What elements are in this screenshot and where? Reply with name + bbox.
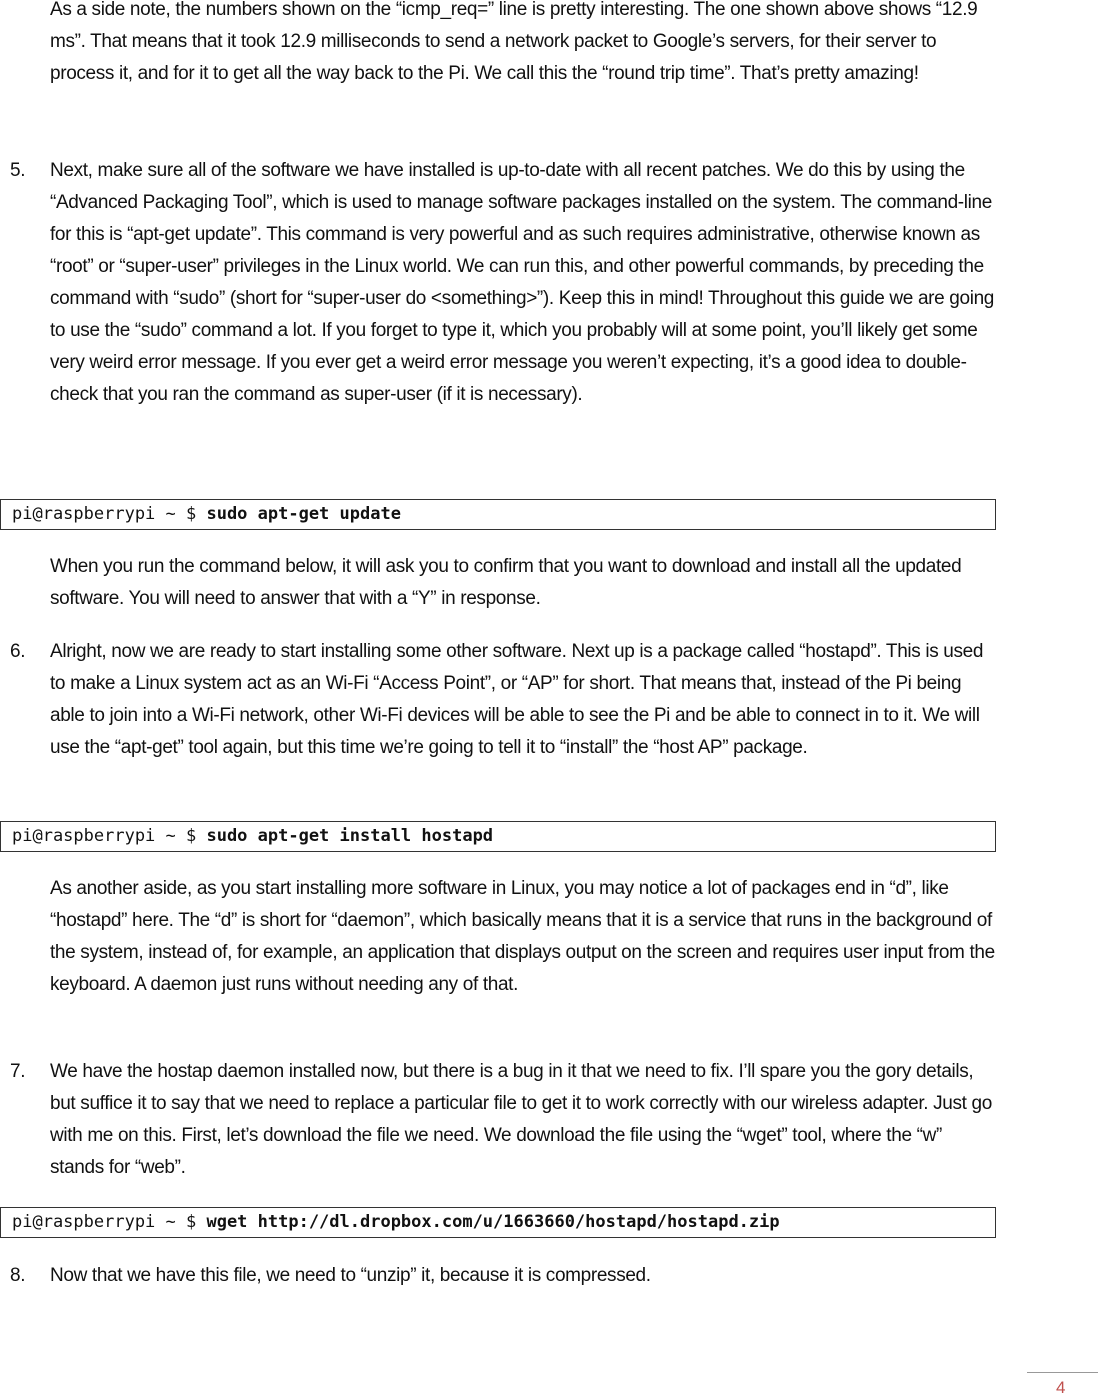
step-number: 6. [10,641,26,662]
step-text: Alright, now we are ready to start installing some other software. Next up is a package called “hostapd”. This is used to make a Linux system act as an Wi-Fi “Access Point”, or “AP” for short. That means that, instead of the Pi being able to join into a Wi-Fi network, other Wi-Fi devices will be able to see the Pi and be able to connect in to it. We will use the “apt-get” tool again, but this time we’re going to tell it to “install” the “host AP” package. [50,641,984,758]
shell-prompt: pi@raspberrypi ~ $ [12,504,207,524]
page-number: 4 [1056,1378,1066,1397]
step-number: 7. [10,1061,26,1082]
shell-prompt: pi@raspberrypi ~ $ [12,1212,207,1232]
code-block-wget [0,1207,996,1238]
shell-command: sudo apt-get install hostapd [206,826,494,846]
shell-prompt: pi@raspberrypi ~ $ [12,826,207,846]
step-text: Next, make sure all of the software we have installed is up-to-date with all recent patches. We do this by using the “Advanced Packaging Tool”, which is used to manage software packages installed on the system. The command-line for this is “apt-get update”. This command is very powerful and as such requires administrative, otherwise known as “root” or “super-user” privileges in the Linux world. We can run this, and other powerful commands, by preceding the command with “sudo” (short for “super-user do <something>”). Keep this in mind! Throughout this guide we are going to use the “sudo” command a lot. If you forget to type it, which you probably will at some point, you’ll likely get some very weird error message. If you ever get a weird error message you weren’t expecting, it’s a good idea to double-check that you ran the command as super-user (if it is necessary). [50,160,995,405]
step-text: We have the hostap daemon installed now, but there is a bug in it that we need to fix. I’ll spare you the gory details, but suffice it to say that we need to replace a particular file to get it to work correctly with our wireless adapter. Just go with me on this. First, let’s download the file we need. We download the file using the “wget” tool, where the “w” stands for “web”. [50,1061,992,1178]
step-text: Now that we have this file, we need to “unzip” it, because it is compressed. [50,1265,651,1286]
shell-command: sudo apt-get update [206,504,401,524]
shell-command: wget http://dl.dropbox.com/u/1663660/hostapd/hostapd.zip [206,1212,780,1232]
code-block-install-hostapd [0,821,996,852]
step-number: 5. [10,160,26,181]
footer-divider [1027,1372,1098,1373]
step-number: 8. [10,1265,26,1286]
code-block-apt-update [0,499,996,530]
after-update-paragraph: When you run the command below, it will ask you to confirm that you want to download and install all the updated software. You will need to answer that with a “Y” in response. [50,556,962,609]
daemon-aside-paragraph: As another aside, as you start installing more software in Linux, you may notice a lot of packages end in “d”, like “hostapd” here. The “d” is short for “daemon”, which basically means that it is a service that runs in the background of the system, instead of, for example, an application that displays output on the screen and requires user input from the keyboard. A daemon just runs without needing any of that. [50,878,995,995]
side-note-paragraph: As a side note, the numbers shown on the “icmp_req=” line is pretty interesting. The one shown above shows “12.9 ms”. That means that it took 12.9 milliseconds to send a network packet to Google’s servers, for their server to process it, and for it to get all the way back to the Pi. We call this the “round trip time”. That’s pretty amazing! [50,0,978,84]
